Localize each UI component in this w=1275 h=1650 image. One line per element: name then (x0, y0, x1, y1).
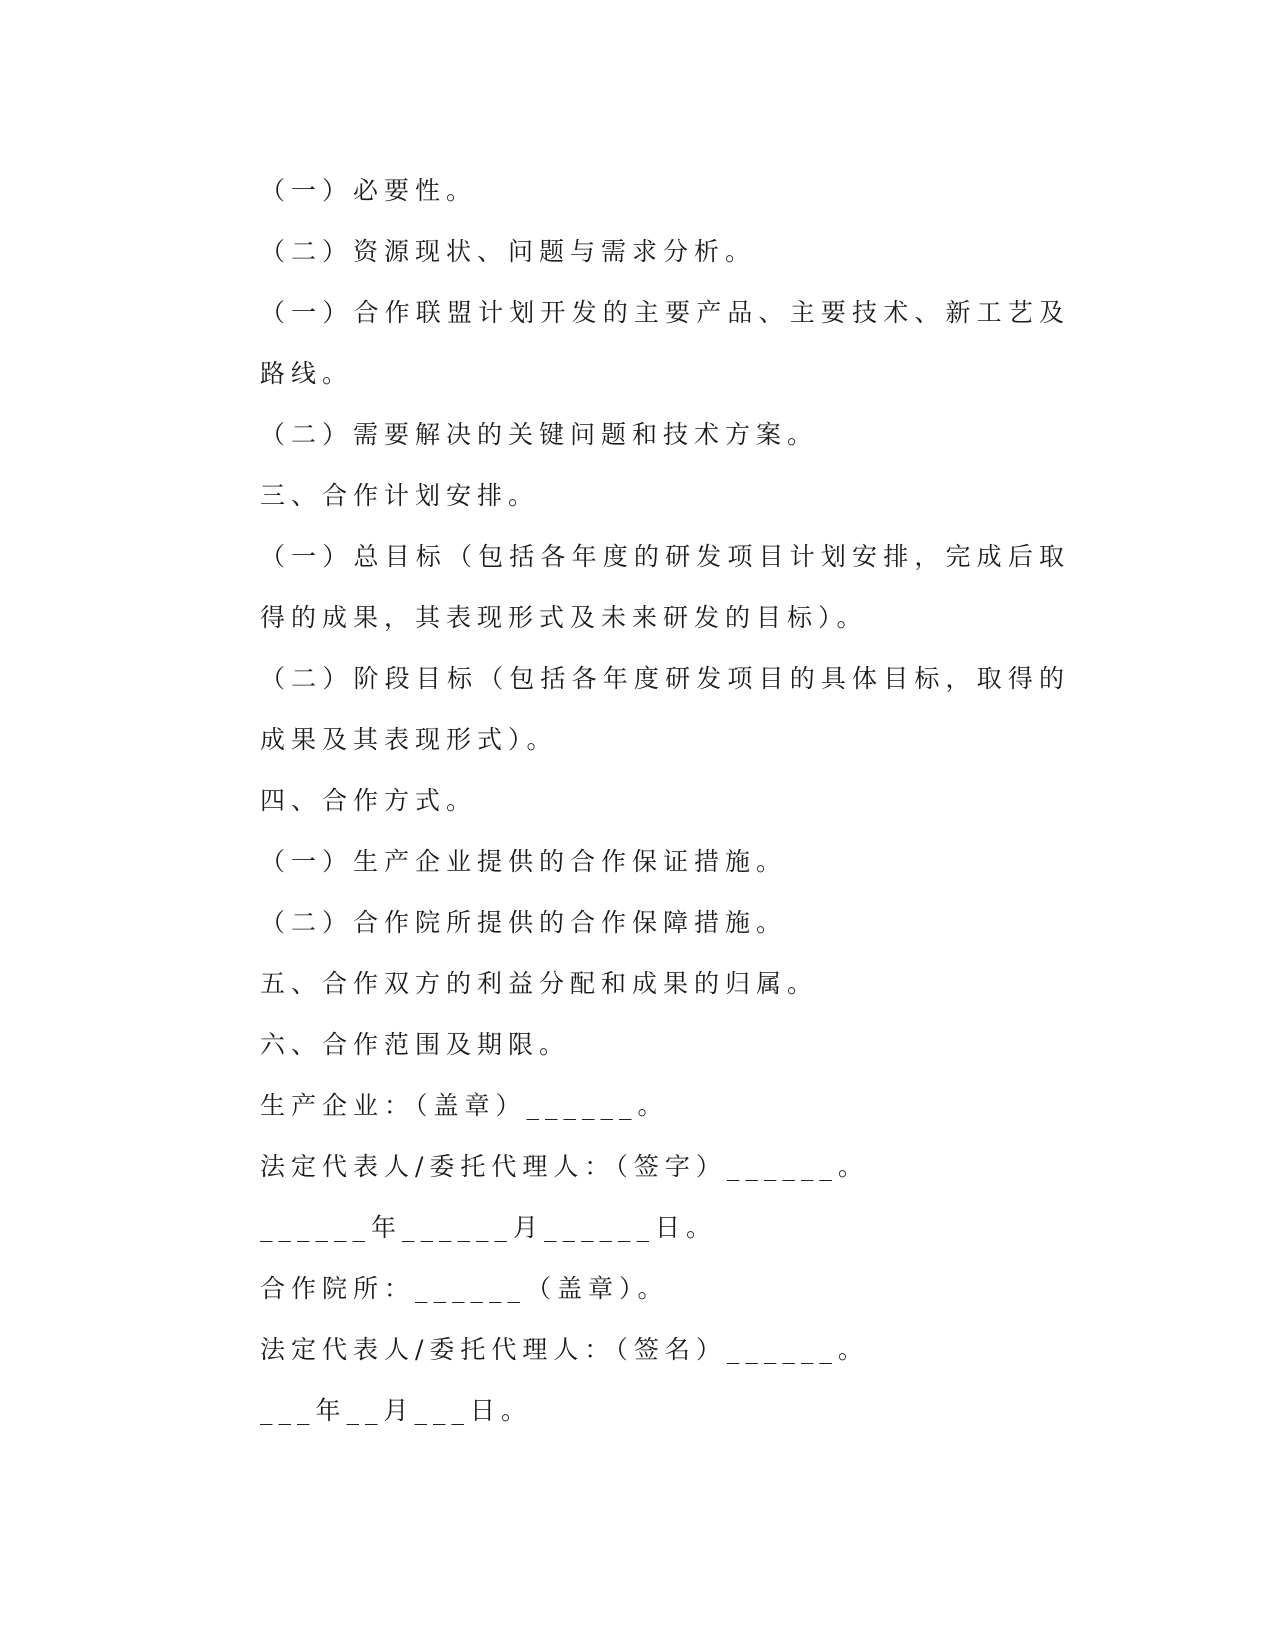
paragraph-overall-goal: （一）总目标（包括各年度的研发项目计划安排，完成后取得的成果，其表现形式及未来研发的目标）。 (260, 542, 1070, 632)
paragraph-institute-measures: （二）合作院所提供的合作保障措施。 (260, 908, 788, 937)
paragraph-main-products: （一）合作联盟计划开发的主要产品、主要技术、新工艺及路线。 (260, 298, 1070, 388)
institute-seal-line: 合作院所：______（盖章）。 (260, 1274, 669, 1303)
enterprise-seal-line: 生产企业：（盖章）______。 (260, 1091, 669, 1120)
paragraph-key-problems: （二）需要解决的关键问题和技术方案。 (260, 420, 819, 449)
paragraph-enterprise-measures: （一）生产企业提供的合作保证措施。 (260, 847, 788, 876)
paragraph-stage-goal: （二）阶段目标（包括各年度研发项目的具体目标，取得的成果及其表现形式）。 (260, 664, 1070, 754)
institute-signature-line: 法定代表人/委托代理人：（签名）______。 (260, 1335, 869, 1364)
heading-cooperation-method: 四、合作方式。 (260, 786, 478, 815)
document-body (188, 160, 1070, 1441)
enterprise-signature-line: 法定代表人/委托代理人：（签字）______。 (260, 1152, 869, 1181)
heading-cooperation-plan: 三、合作计划安排。 (260, 481, 540, 510)
paragraph-resource-analysis: （二）资源现状、问题与需求分析。 (260, 237, 757, 266)
heading-benefit-distribution: 五、合作双方的利益分配和成果的归属。 (260, 969, 819, 998)
institute-date-line: ___年__月___日。 (260, 1396, 533, 1425)
heading-scope-term: 六、合作范围及期限。 (260, 1030, 571, 1059)
enterprise-date-line: ______年______月______日。 (260, 1213, 718, 1242)
paragraph-necessity: （一）必要性。 (260, 176, 478, 205)
